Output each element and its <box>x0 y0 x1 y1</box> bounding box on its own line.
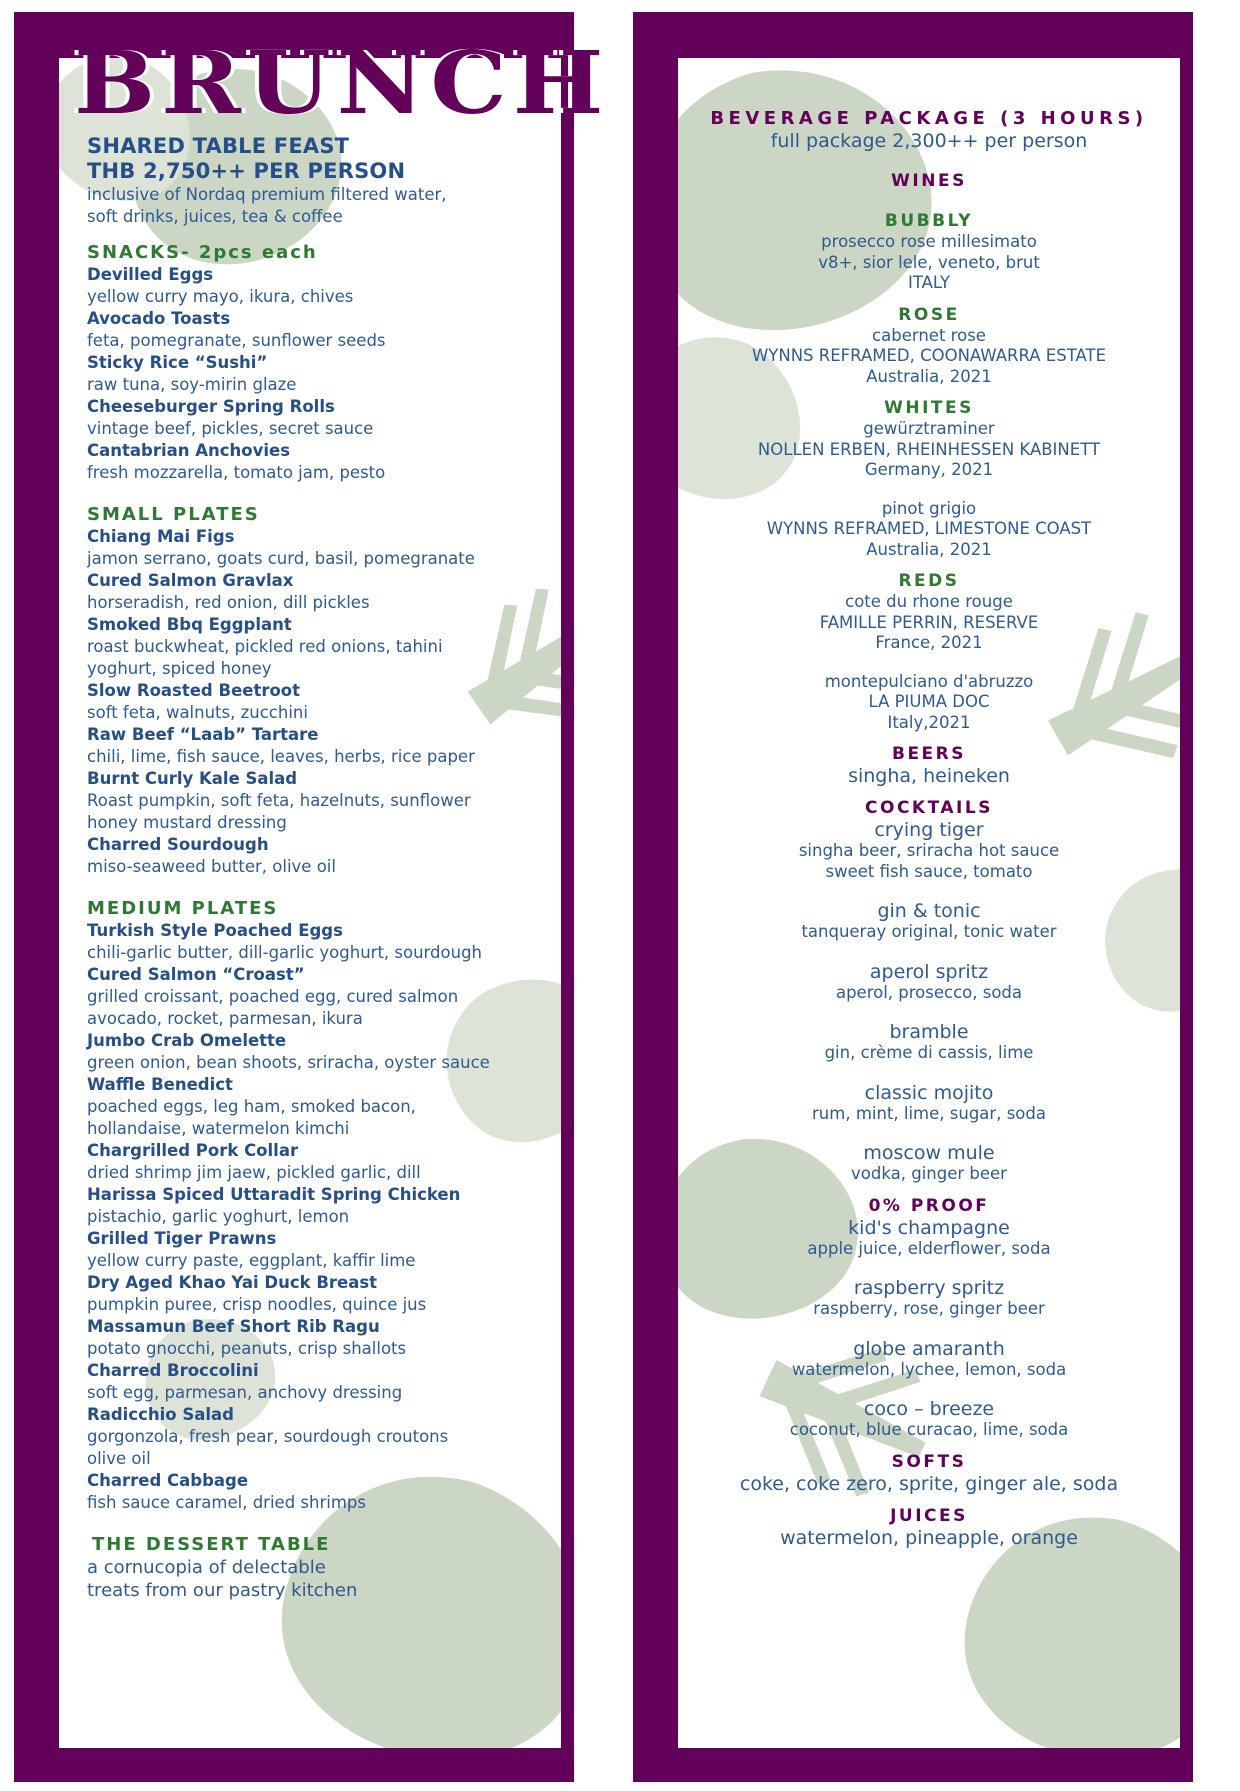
cocktails-heading: COCKTAILS <box>865 798 993 818</box>
feast-note-line1: inclusive of Nordaq premium filtered water, <box>87 185 447 204</box>
juices-heading: JUICES <box>890 1505 968 1526</box>
menu-item-desc: raw tuna, soy-mirin glaze <box>87 375 297 394</box>
wine-line: WYNNS REFRAMED, COONAWARRA ESTATE <box>751 346 1107 365</box>
menu-item-name: Turkish Style Poached Eggs <box>87 921 343 940</box>
wine-line: pinot grigio <box>881 498 977 518</box>
menu-item-name: Cured Salmon Gravlax <box>87 571 294 590</box>
wine-line: Australia, 2021 <box>866 366 992 386</box>
wine-line: WYNNS REFRAMED, LIMESTONE COAST <box>766 519 1092 538</box>
menu-item-name: Dry Aged Khao Yai Duck Breast <box>87 1273 378 1292</box>
menu-item-desc: poached eggs, leg ham, smoked bacon, <box>87 1097 416 1116</box>
drink-name: gin & tonic <box>877 900 981 922</box>
menu-item-name: Raw Beef “Laab” Tartare <box>87 725 319 744</box>
menu-item-name: Charred Sourdough <box>87 835 269 854</box>
small-plates-heading: SMALL PLATES <box>87 504 260 525</box>
menu-item-desc: miso-seaweed butter, olive oil <box>87 857 336 876</box>
menu-item-name: Radicchio Salad <box>87 1405 234 1424</box>
drink-desc: singha beer, sriracha hot sauce <box>798 841 1060 860</box>
menu-item-desc: grilled croissant, poached egg, cured salmon <box>87 987 459 1006</box>
wine-line: montepulciano d'abruzzo <box>824 671 1034 691</box>
drink-name: kid's champagne <box>848 1216 1010 1239</box>
menu-item-name: Devilled Eggs <box>87 265 214 284</box>
wine-line: prosecco rose millesimato <box>821 232 1037 251</box>
menu-item-desc: hollandaise, watermelon kimchi <box>87 1119 350 1138</box>
menu-item-desc: pumpkin puree, crisp noodles, quince jus <box>87 1295 427 1314</box>
food-menu-content <box>87 134 547 1602</box>
wine-line: Italy,2021 <box>887 712 971 732</box>
whites-heading: WHITES <box>884 398 974 418</box>
menu-item-desc: gorgonzola, fresh pear, sourdough croutons <box>87 1427 449 1446</box>
wine-line: gewürztraminer <box>863 419 995 438</box>
wine-line: Australia, 2021 <box>866 539 992 559</box>
softs-heading: SOFTS <box>891 1451 967 1472</box>
menu-item-desc: chili-garlic butter, dill-garlic yoghurt, sourdough <box>87 943 483 962</box>
drink-desc: apple juice, elderflower, soda <box>807 1238 1051 1258</box>
beverage-package-price: full package 2,300++ per person <box>770 130 1088 152</box>
drink-desc: vodka, ginger beer <box>851 1164 1007 1183</box>
menu-item-name: Cheeseburger Spring Rolls <box>87 397 335 416</box>
wine-line: FAMILLE PERRIN, RESERVE <box>819 612 1039 632</box>
drink-name: globe amaranth <box>853 1337 1005 1360</box>
wine-line: France, 2021 <box>875 633 983 652</box>
menu-item-name: Grilled Tiger Prawns <box>87 1229 277 1248</box>
menu-item-name: Massamun Beef Short Rib Ragu <box>87 1317 380 1336</box>
menu-item-desc: yellow curry paste, eggplant, kaffir lime <box>87 1251 416 1270</box>
wine-line: cote du rhone rouge <box>845 592 1013 611</box>
menu-item-name: Sticky Rice “Sushi” <box>87 353 268 372</box>
feast-price: THB 2,750++ PER PERSON <box>87 159 406 183</box>
menu-item-desc: dried shrimp jim jaew, pickled garlic, dill <box>87 1163 421 1182</box>
wine-line: Germany, 2021 <box>864 460 994 479</box>
beverage-package-heading: BEVERAGE PACKAGE (3 HOURS) <box>710 108 1148 129</box>
drink-desc: tanqueray original, tonic water <box>801 922 1057 941</box>
drink-desc: coconut, blue curacao, lime, soda <box>789 1420 1069 1439</box>
juices-list: watermelon, pineapple, orange <box>780 1526 1078 1549</box>
drink-desc: sweet fish sauce, tomato <box>825 861 1033 881</box>
drink-name: classic mojito <box>864 1081 994 1104</box>
menu-item-desc: fish sauce caramel, dried shrimps <box>87 1493 366 1512</box>
drink-name: raspberry spritz <box>853 1277 1005 1299</box>
menu-item-name: Harissa Spiced Uttaradit Spring Chicken <box>87 1185 461 1204</box>
dessert-desc-line2: treats from our pastry kitchen <box>87 1580 358 1601</box>
drink-desc: rum, mint, lime, sugar, soda <box>812 1103 1046 1123</box>
softs-list: coke, coke zero, sprite, ginger ale, soda <box>739 1472 1119 1495</box>
drink-desc: watermelon, lychee, lemon, soda <box>791 1359 1067 1379</box>
wine-line: LA PIUMA DOC <box>868 692 990 711</box>
wine-line: cabernet rose <box>872 325 986 345</box>
menu-item-desc: feta, pomegranate, sunflower seeds <box>87 331 386 350</box>
menu-item-desc: soft feta, walnuts, zucchini <box>87 703 308 722</box>
wine-line: v8+, sior lele, veneto, brut <box>818 252 1040 272</box>
menu-item-name: Chiang Mai Figs <box>87 527 235 546</box>
drink-name: crying tiger <box>874 819 984 841</box>
menu-item-desc: chili, lime, fish sauce, leaves, herbs, rice paper <box>87 747 475 766</box>
menu-item-desc: soft egg, parmesan, anchovy dressing <box>87 1383 403 1402</box>
menu-item-name: Jumbo Crab Omelette <box>87 1031 287 1050</box>
menu-item-name: Charred Cabbage <box>87 1471 249 1490</box>
drink-desc: gin, crème di cassis, lime <box>824 1043 1034 1062</box>
menu-item-desc: green onion, bean shoots, sriracha, oyster sauce <box>87 1053 490 1072</box>
drink-desc: raspberry, rose, ginger beer <box>813 1299 1045 1318</box>
menu-item-name: Chargrilled Pork Collar <box>87 1141 299 1160</box>
feast-note-line2: soft drinks, juices, tea & coffee <box>87 207 343 226</box>
drink-name: bramble <box>889 1021 969 1043</box>
beers-heading: BEERS <box>891 744 967 764</box>
wine-line: ITALY <box>907 273 951 292</box>
wine-line: NOLLEN ERBEN, RHEINHESSEN KABINETT <box>757 439 1101 459</box>
menu-item-desc: roast buckwheat, pickled red onions, tahini <box>87 637 443 656</box>
menu-item-desc: yoghurt, spiced honey <box>87 659 272 678</box>
menu-item-desc: potato gnocchi, peanuts, crisp shallots <box>87 1339 407 1358</box>
menu-item-name: Avocado Toasts <box>87 309 231 328</box>
rose-heading: ROSE <box>898 304 960 325</box>
snacks-heading: SNACKS- 2pcs each <box>87 242 318 263</box>
menu-item-name: Burnt Curly Kale Salad <box>87 769 298 788</box>
drink-name: coco – breeze <box>863 1398 995 1420</box>
menu-item-name: Waffle Benedict <box>87 1075 233 1094</box>
menu-item-name: Charred Broccolini <box>87 1361 259 1380</box>
drink-name: moscow mule <box>863 1142 995 1164</box>
menu-item-desc: pistachio, garlic yoghurt, lemon <box>87 1207 350 1226</box>
beers-list: singha, heineken <box>848 765 1010 787</box>
menu-item-desc: olive oil <box>87 1449 151 1468</box>
zero-proof-heading: 0% PROOF <box>868 1195 990 1216</box>
menu-item-desc: yellow curry mayo, ikura, chives <box>87 287 354 306</box>
menu-item-desc: horseradish, red onion, dill pickles <box>87 593 370 612</box>
menu-item-desc: jamon serrano, goats curd, basil, pomegranate <box>87 549 475 568</box>
drink-desc: aperol, prosecco, soda <box>835 982 1023 1002</box>
beverage-menu-content <box>678 108 1180 1549</box>
medium-plates-heading: MEDIUM PLATES <box>87 898 279 919</box>
menu-item-name: Smoked Bbq Eggplant <box>87 615 292 634</box>
menu-item-desc: vintage beef, pickles, secret sauce <box>87 419 374 438</box>
dessert-desc-line1: a cornucopia of delectable <box>87 1557 326 1578</box>
bubbly-heading: BUBBLY <box>884 211 974 231</box>
food-menu-panel <box>14 12 610 1782</box>
reds-heading: REDS <box>898 571 960 591</box>
menu-item-desc: honey mustard dressing <box>87 813 287 832</box>
menu-item-name: Cured Salmon “Croast” <box>87 965 305 984</box>
menu-item-name: Slow Roasted Beetroot <box>87 681 301 700</box>
menu-item-desc: avocado, rocket, parmesan, ikura <box>87 1009 363 1028</box>
beverage-menu-panel <box>633 12 1193 1782</box>
menu-item-name: Cantabrian Anchovies <box>87 441 291 460</box>
brunch-title: BRUNCH <box>74 31 610 134</box>
drink-name: aperol spritz <box>869 960 989 983</box>
menu-item-desc: Roast pumpkin, soft feta, hazelnuts, sunflower <box>87 791 471 810</box>
wines-heading: WINES <box>891 171 967 191</box>
feast-title: SHARED TABLE FEAST <box>87 134 350 158</box>
dessert-heading: THE DESSERT TABLE <box>92 1534 331 1555</box>
menu-item-desc: fresh mozzarella, tomato jam, pesto <box>87 463 386 482</box>
